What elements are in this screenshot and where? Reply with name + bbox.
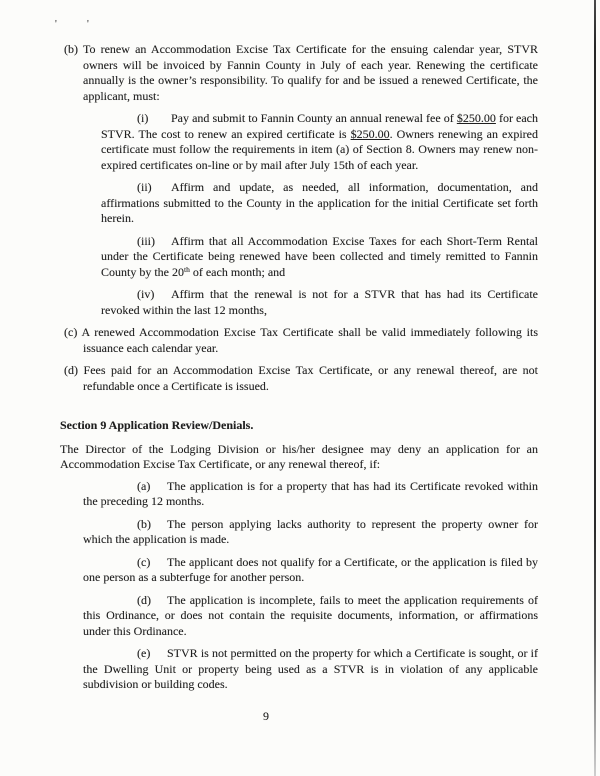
text-run: The application is incomplete, fails to meet the application requirements of this Ordinance, or does not contain the requisite documents, information, or affirmations under this Ordinance. — [83, 592, 538, 638]
text-run: To renew an Accommodation Excise Tax Certificate for the ensuing calendar year, STVR owners will be invoiced by Fannin County in July of each year. Renewing the certificate annually is the owner’s responsibility. To qualify for and be issued a renewed Certificate, the applicant, must: — [82, 42, 538, 103]
underlined-text-run: $250.00 — [456, 111, 496, 125]
paragraph — [83, 555, 538, 586]
paragraph — [64, 363, 538, 394]
document-body — [0, 42, 600, 700]
text-run: The applicant does not qualify for a Certificate, or the application is filed by one person as a subterfuge for another person. — [83, 554, 538, 584]
paragraph-label: (iv) — [137, 287, 155, 301]
paragraph-label: (e) — [137, 646, 151, 660]
text-run: Affirm and update, as needed, all information, documentation, and affirmations submitted to the County in the application for the initial Certificate set forth herein. — [101, 180, 538, 225]
text-run: The application is for a property that has had its Certificate revoked within the preceding 12 months. — [83, 478, 538, 508]
underlined-text-run: $250.00 — [350, 126, 390, 141]
text-run: STVR is not permitted on the property for which a Certificate is sought, or if the Dwelling Unit or property being used as a STVR is in violation of any applicable subdivision or building codes. — [83, 646, 538, 691]
text-run: for each STVR. The cost to renew an expired certificate is — [101, 111, 538, 141]
scan-artifact-mark: ' — [87, 19, 89, 30]
text-run: Affirm that all Accommodation Excise Taxes for each Short-Term Rental under the Certificate being renewed have been collected and timely remitted to Fannin County by the 20 — [101, 233, 538, 279]
paragraph — [83, 517, 538, 548]
text-run: The Director of the Lodging Division or his/her designee may deny an application for an Accommodation Excise Tax Certificate, or any renewal thereof, if: — [60, 441, 538, 471]
paragraph — [60, 442, 538, 473]
text-run: Section 9 Application Review/Denials. — [60, 418, 254, 432]
paragraph — [83, 593, 538, 640]
paragraph-label: (ii) — [137, 180, 152, 194]
paragraph — [101, 111, 538, 173]
paragraph-label: (d) — [64, 363, 78, 377]
text-run: The person applying lacks authority to represent the property owner for which the application is made. — [83, 516, 538, 546]
paragraph-label: (a) — [137, 478, 151, 493]
text-run: A renewed Accommodation Excise Tax Certificate shall be valid immediately following its issuance each calendar year. — [81, 325, 539, 355]
paragraph — [83, 479, 538, 510]
paragraph — [64, 325, 538, 356]
paragraph-label: (b) — [64, 42, 78, 56]
paragraph-label: (iii) — [137, 233, 155, 248]
paragraph-label: (d) — [137, 592, 151, 607]
text-run: of each month; and — [189, 264, 286, 279]
section-heading — [60, 418, 538, 434]
text-run: Fees paid for an Accommodation Excise Tax Certificate, or any renewal thereof, are not refundable once a Certificate is issued. — [83, 363, 538, 393]
text-run: Pay and submit to Fannin County an annual renewal fee of — [171, 111, 457, 125]
paragraph — [101, 234, 538, 281]
text-run: . Owners renewing an expired certificate must follow the requirements in item (a) of Section 8. Owners may renew non-expired certificates on-line or by mail after July 15th of each year. — [101, 126, 538, 172]
paragraph-label: (c) — [64, 325, 78, 339]
scanner-edge-artifact — [594, 0, 596, 776]
superscript-run: th — [184, 264, 190, 274]
paragraph — [64, 42, 538, 104]
paragraph — [83, 646, 538, 693]
paragraph-label: (c) — [137, 554, 151, 569]
paragraph-label: (i) — [137, 111, 149, 125]
text-run: Affirm that the renewal is not for a STVR that has had its Certificate revoked within the last 12 months, — [101, 287, 538, 317]
page-number: 9 — [263, 709, 269, 723]
scan-artifact-mark: ' — [55, 19, 57, 30]
paragraph — [101, 180, 538, 227]
paragraph-label: (b) — [137, 516, 151, 531]
paragraph — [101, 287, 538, 318]
